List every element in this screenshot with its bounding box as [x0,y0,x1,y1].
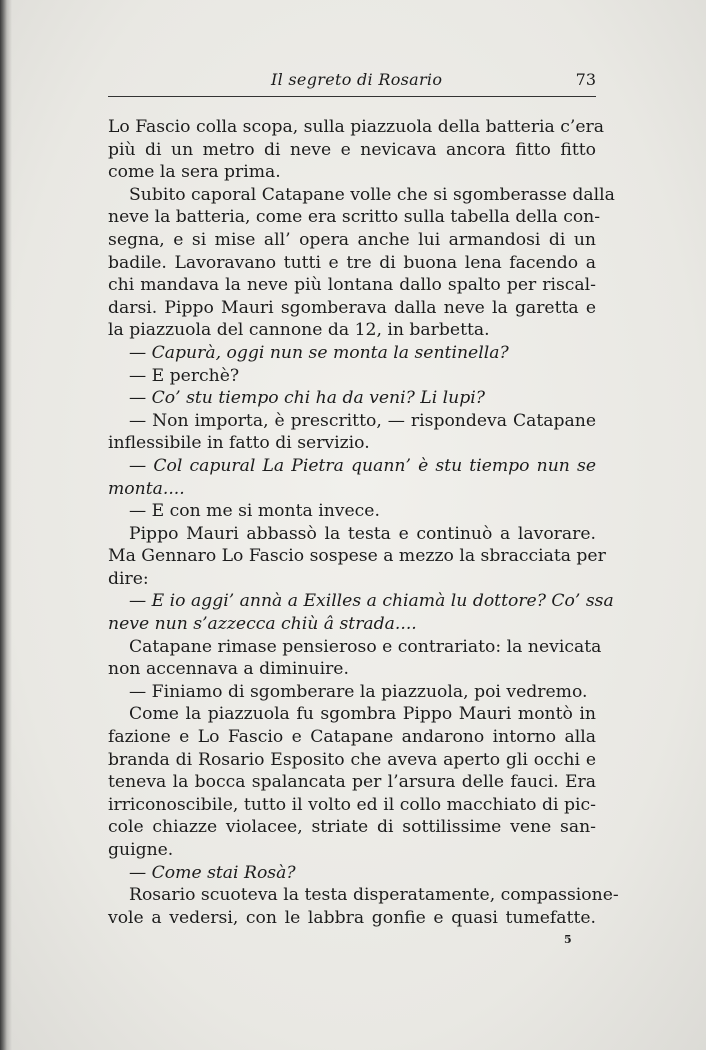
text-line: cole chiazze violacee, striate di sottilissime vene san- [108,817,596,838]
text-line: non accennava a diminuire. [108,659,349,680]
text-line: — Come stai Rosà? [129,862,296,883]
running-title: Il segreto di Rosario [271,70,443,89]
text-line: irriconoscibile, tutto il volto ed il collo macchiato di pic- [108,794,596,815]
signature-mark: 5 [564,933,572,946]
text-line: Subito caporal Catapane volle che si sgomberasse dalla [129,184,615,205]
text-line: monta.... [108,478,185,499]
binding-edge [0,0,12,1050]
text-line: come la sera prima. [108,162,281,183]
text-line: neve nun s’azzecca chiù â strada.... [108,614,417,635]
text-line: Catapane rimase pensieroso e contrariato: la nevicata [129,636,602,657]
text-line: la piazzuola del cannone da 12, in barbetta. [108,320,490,341]
text-line: badile. Lavoravano tutti e tre di buona lena facendo a [108,252,596,273]
text-line: — Col capural La Pietra quann’ è stu tiempo nun se [129,455,596,476]
running-header [108,70,596,94]
text-line: neve la batteria, come era scritto sulla tabella della con- [108,207,601,228]
text-line: fazione e Lo Fascio e Catapane andarono intorno alla [108,727,596,748]
text-line: guigne. [108,840,174,860]
text-line: — Capurà, oggi nun se monta la sentinella? [129,342,509,363]
text-line: darsi. Pippo Mauri sgomberava dalla neve la garetta e [108,297,596,318]
text-line: Rosario scuoteva la testa disperatamente, compassione- [129,885,619,906]
body-text [108,116,619,929]
text-line: — E con me si monta invece. [129,501,380,522]
text-line: Ma Gennaro Lo Fascio sospese a mezzo la sbracciata per [108,546,606,567]
text-line: più di un metro di neve e nevicava ancora fitto fitto [108,139,596,160]
text-line: Come la piazzuola fu sgombra Pippo Mauri montò in [129,704,596,725]
text-line: inflessibile in fatto di servizio. [108,433,370,454]
text-line: dire: [108,568,149,589]
header-rule [108,96,596,97]
text-line: branda di Rosario Esposito che aveva aperto gli occhi e [108,749,596,770]
text-line: chi mandava la neve più lontana dallo spalto per riscal- [108,275,596,296]
text-line: teneva la bocca spalancata per l’arsura delle fauci. Era [108,772,596,793]
text-line: — E perchè? [129,365,240,386]
text-line: — E io aggi’ annà a Exilles a chiamà lu dottore? Co’ ssa [129,591,614,612]
text-line: — Non importa, è prescritto, — rispondeva Catapane [129,410,596,431]
text-line: Pippo Mauri abbassò la testa e continuò a lavorare. [129,523,596,544]
text-line: segna, e si mise all’ opera anche lui armandosi di un [108,229,596,250]
text-line: — Co’ stu tiempo chi ha da veni? Li lupi? [129,388,485,409]
text-line: — Finiamo di sgomberare la piazzuola, poi vedremo. [129,681,588,702]
page-number: 73 [575,70,596,89]
text-line: Lo Fascio colla scopa, sulla piazzuola della batteria c’era [108,117,604,137]
text-line: vole a vedersi, con le labbra gonfie e quasi tumefatte. [108,907,596,928]
